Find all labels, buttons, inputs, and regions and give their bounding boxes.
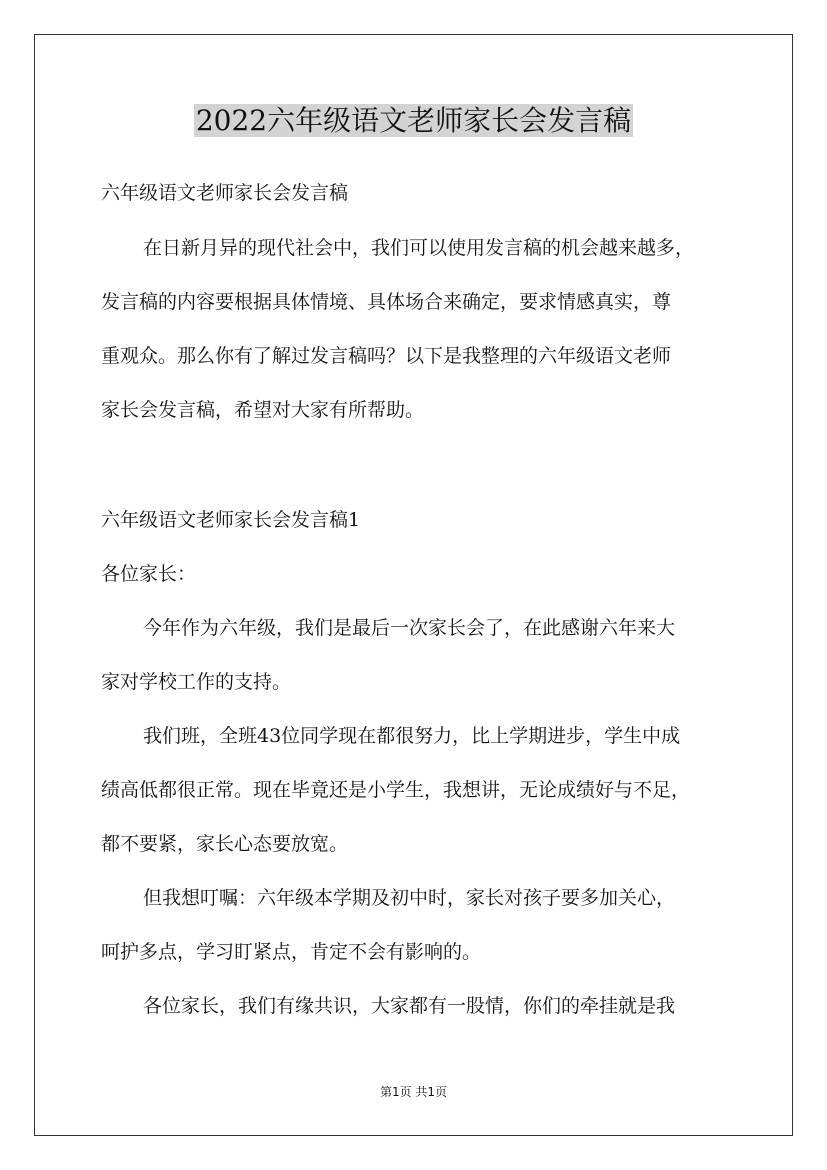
body-line-1: 今年作为六年级，我们是最后一次家长会了，在此感谢六年来大 [143,617,676,639]
document-heading: 六年级语文老师家长会发言稿 [101,182,349,204]
document-title-text: 2022六年级语文老师家长会发言稿 [195,104,632,137]
intro-line-3: 重观众。那么你有了解过发言稿吗？以下是我整理的六年级语文老师 [101,345,672,367]
body-line-8: 各位家长，我们有缘共识，大家都有一股情，你们的牵挂就是我 [143,995,676,1017]
body-line-6: 但我想叮嘱：六年级本学期及初中时，家长对孩子要多加关心， [143,887,676,909]
intro-line-4: 家长会发言稿，希望对大家有所帮助。 [101,399,425,421]
body-line-2: 家对学校工作的支持。 [101,671,292,693]
body-line-5: 都不要紧，家长心态要放宽。 [101,833,349,855]
section-heading: 六年级语文老师家长会发言稿1 [101,509,361,531]
body-line-4: 绩高低都很正常。现在毕竟还是小学生，我想讲，无论成绩好与不足， [101,779,691,801]
intro-line-1: 在日新月异的现代社会中，我们可以使用发言稿的机会越来越多， [143,237,695,259]
intro-line-2: 发言稿的内容要根据具体情境、具体场合来确定，要求情感真实，尊 [101,291,672,313]
page-footer: 第1页 共1页 [379,1085,448,1099]
body-line-3: 我们班，全班43位同学现在都很努力，比上学期进步，学生中成 [143,725,681,747]
document-title [0,101,827,141]
body-line-7: 呵护多点，学习盯紧点，肯定不会有影响的。 [101,941,482,963]
salutation: 各位家长： [101,563,197,585]
